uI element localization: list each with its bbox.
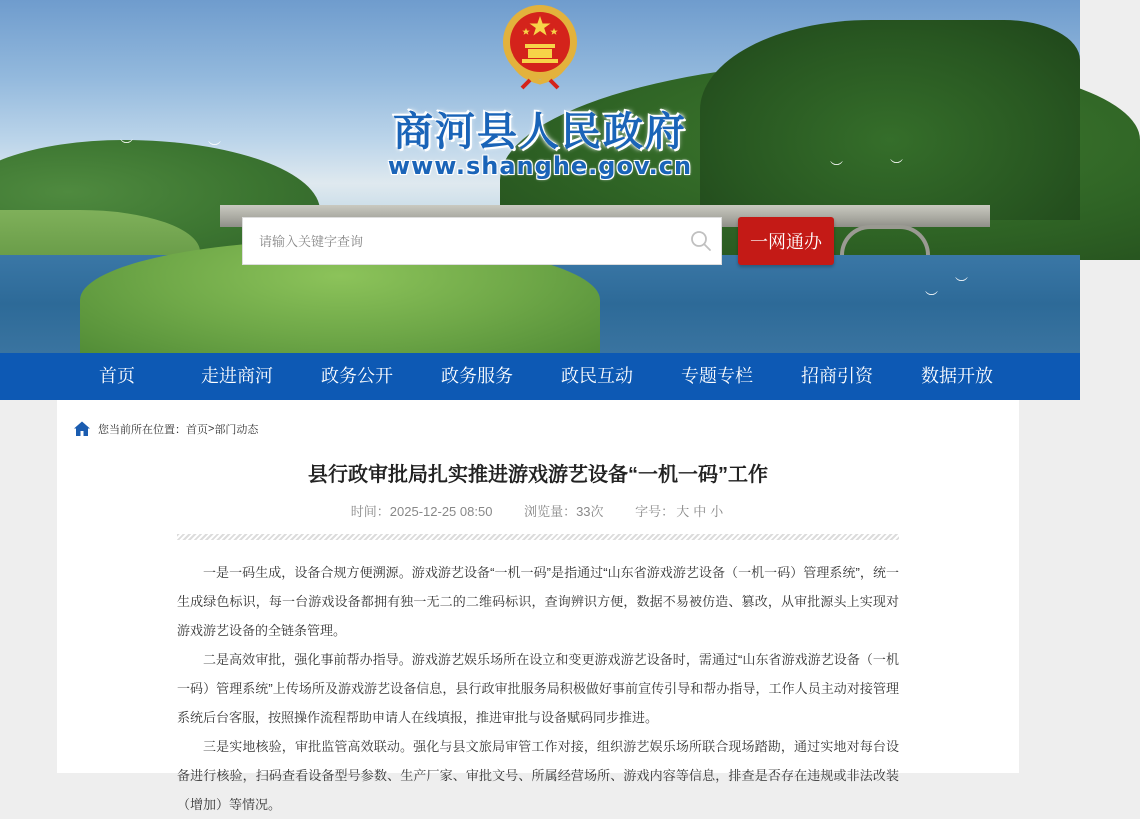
header-banner <box>0 0 1080 353</box>
font-size-small[interactable]: 小 <box>710 504 724 519</box>
bird-icon: ︶ <box>925 291 939 306</box>
breadcrumb <box>73 420 258 438</box>
meta-font-size: 字号： 大 中 小 <box>635 504 724 519</box>
article-body <box>177 558 899 819</box>
nav-item-topics[interactable]: 专题专栏 <box>681 366 753 386</box>
nav-item-about[interactable]: 走进商河 <box>201 366 273 386</box>
article-title: 县行政审批局扎实推进游戏游艺设备“一机一码”工作 <box>308 464 768 486</box>
site-title: 商河县人民政府 <box>393 108 687 155</box>
font-size-medium[interactable]: 中 <box>693 504 707 519</box>
article-container <box>57 400 1019 812</box>
title-divider <box>177 534 899 540</box>
banner-bridge-arch <box>840 225 930 255</box>
site-url: www.shanghe.gov.cn <box>387 152 693 180</box>
meta-views: 浏览量：33次 <box>524 504 604 519</box>
national-emblem-icon <box>500 2 580 88</box>
nav-item-open-data[interactable]: 数据开放 <box>921 366 993 386</box>
search-icon[interactable] <box>681 217 721 265</box>
nav-item-gov-info[interactable]: 政务公开 <box>321 366 393 386</box>
nav-item-gov-services[interactable]: 政务服务 <box>441 366 513 386</box>
home-icon <box>73 420 91 438</box>
breadcrumb-current-link[interactable]: 部门动态 <box>214 424 259 436</box>
bird-icon: ︶ <box>208 141 222 156</box>
search-input[interactable] <box>243 218 681 264</box>
meta-time: 时间：2025-12-25 08:50 <box>350 504 493 519</box>
nav-item-investment[interactable]: 招商引资 <box>801 366 873 386</box>
article-meta <box>57 501 1019 520</box>
main-nav <box>0 353 1080 400</box>
bird-icon: ︶ <box>955 277 969 292</box>
breadcrumb-separator: > <box>208 423 215 435</box>
nav-item-interaction[interactable]: 政民互动 <box>561 366 633 386</box>
breadcrumb-prefix: 您当前所在位置： <box>98 424 186 436</box>
bird-icon: ︶ <box>830 161 844 176</box>
search-box <box>242 217 722 265</box>
nav-item-home[interactable]: 首页 <box>99 366 135 386</box>
bird-icon: ︶ <box>120 139 134 154</box>
bird-icon: ︶ <box>890 159 904 174</box>
article-paragraph: 二是高效审批，强化事前帮办指导。游戏游艺娱乐场所在设立和变更游戏游艺设备时，需通过“山东省游戏游艺设备（一机一码）管理系统”上传场所及游戏游艺设备信息，县行政审批服务局积极做好事前宣传引导和帮办指导，工作人员主动对接管理系统后台客服，按照操作流程帮助申请人在线填报，推进审批与设备赋码同步推进。 <box>177 652 899 725</box>
font-size-large[interactable]: 大 <box>676 504 690 519</box>
breadcrumb-home-link[interactable]: 首页 <box>186 424 208 436</box>
article-paragraph: 三是实地核验，审批监管高效联动。强化与县文旅局审管工作对接，组织游艺娱乐场所联合现场踏勘，通过实地对每台设备进行核验，扫码查看设备型号参数、生产厂家、审批文号、所属经营场所、游戏内容等信息，排查是否存在违规或非法改装（增加）等情况。 <box>177 739 899 812</box>
article-paragraph: 一是一码生成，设备合规方便溯源。游戏游艺设备“一机一码”是指通过“山东省游戏游艺设备（一机一码）管理系统”，统一生成绿色标识，每一台游戏设备都拥有独一无二的二维码标识，查询辨识方便，数据不易被仿造、篡改，从审批源头上实现对游戏游艺设备的全链条管理。 <box>177 565 899 638</box>
yiwang-tongban-button[interactable]: 一网通办 <box>738 217 834 265</box>
